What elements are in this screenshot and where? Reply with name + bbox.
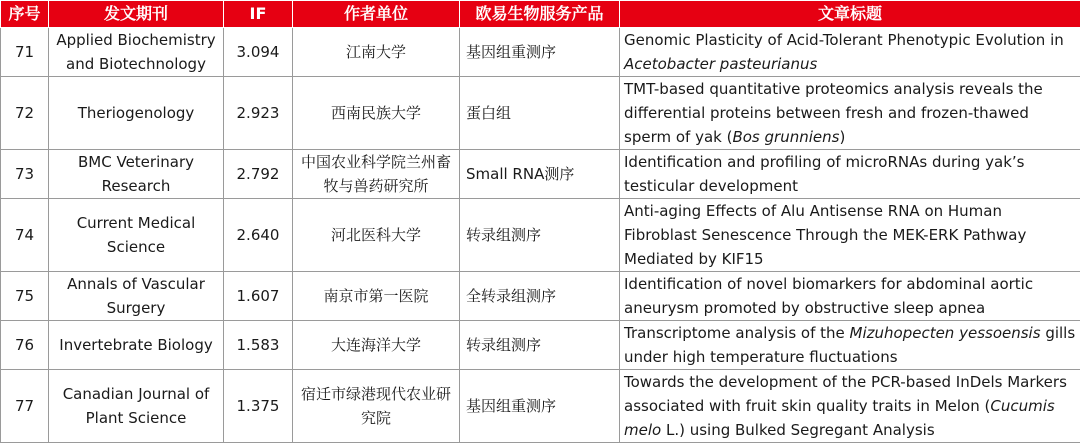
species-name: Cucumis melo xyxy=(624,397,1055,439)
header-service: 欧易生物服务产品 xyxy=(460,1,620,28)
cell-service: 蛋白组 xyxy=(460,77,620,150)
species-name: Acetobacter pasteurianus xyxy=(624,55,817,73)
title-text: Towards the development of the PCR-based InDels Markers associated with fruit skin quality traits in Melon ( xyxy=(624,373,1067,415)
cell-service: 转录组测序 xyxy=(460,199,620,272)
table-row xyxy=(1,199,1080,272)
header-unit: 作者单位 xyxy=(293,1,460,28)
cell-no: 74 xyxy=(1,199,49,272)
cell-journal: Theriogenology xyxy=(49,77,224,150)
cell-no: 72 xyxy=(1,77,49,150)
cell-unit: 河北医科大学 xyxy=(293,199,460,272)
cell-service: 全转录组测序 xyxy=(460,272,620,321)
species-name: Mizuhopecten yessoensis xyxy=(850,324,1041,342)
cell-if: 1.607 xyxy=(224,272,293,321)
cell-journal: Invertebrate Biology xyxy=(49,321,224,370)
title-text: Anti-aging Effects of Alu Antisense RNA on Human Fibroblast Senescence Through the MEK-ERK Pathway Mediated by KIF15 xyxy=(624,202,1026,268)
header-no: 序号 xyxy=(1,1,49,28)
cell-title xyxy=(620,370,1080,443)
cell-service: 基因组重测序 xyxy=(460,370,620,443)
cell-if: 2.792 xyxy=(224,150,293,199)
cell-title xyxy=(620,199,1080,272)
cell-unit: 中国农业科学院兰州畜牧与兽药研究所 xyxy=(293,150,460,199)
title-text: Identification of novel biomarkers for abdominal aortic aneurysm promoted by obstructive sleep apnea xyxy=(624,275,1033,317)
table-row xyxy=(1,150,1080,199)
header-journal: 发文期刊 xyxy=(49,1,224,28)
title-text: ) xyxy=(839,128,845,146)
table-row xyxy=(1,370,1080,443)
cell-unit: 江南大学 xyxy=(293,28,460,77)
cell-title xyxy=(620,77,1080,150)
cell-journal: BMC Veterinary Research xyxy=(49,150,224,199)
table-row xyxy=(1,77,1080,150)
cell-journal: Annals of Vascular Surgery xyxy=(49,272,224,321)
cell-title xyxy=(620,321,1080,370)
cell-no: 73 xyxy=(1,150,49,199)
cell-service: Small RNA测序 xyxy=(460,150,620,199)
cell-service: 转录组测序 xyxy=(460,321,620,370)
header-row xyxy=(1,1,1080,28)
title-text: TMT-based quantitative proteomics analysis reveals the differential proteins between fresh and frozen-thawed sperm of yak ( xyxy=(624,80,1043,146)
title-text: gills under high temperature fluctuations xyxy=(624,324,1075,366)
cell-if: 1.375 xyxy=(224,370,293,443)
cell-if: 3.094 xyxy=(224,28,293,77)
header-title: 文章标题 xyxy=(620,1,1080,28)
cell-if: 2.923 xyxy=(224,77,293,150)
cell-if: 1.583 xyxy=(224,321,293,370)
title-text: L.) using Bulked Segregant Analysis xyxy=(661,421,934,439)
cell-unit: 西南民族大学 xyxy=(293,77,460,150)
cell-title xyxy=(620,150,1080,199)
cell-unit: 宿迁市绿港现代农业研究院 xyxy=(293,370,460,443)
title-text: Identification and profiling of microRNAs during yak’s testicular development xyxy=(624,153,1024,195)
title-text: Transcriptome analysis of the xyxy=(624,324,850,342)
cell-title xyxy=(620,272,1080,321)
cell-unit: 南京市第一医院 xyxy=(293,272,460,321)
cell-if: 2.640 xyxy=(224,199,293,272)
cell-unit: 大连海洋大学 xyxy=(293,321,460,370)
table-row xyxy=(1,28,1080,77)
cell-service: 基因组重测序 xyxy=(460,28,620,77)
cell-journal: Canadian Journal of Plant Science xyxy=(49,370,224,443)
species-name: Bos grunniens xyxy=(732,128,839,146)
header-if: IF xyxy=(224,1,293,28)
cell-title xyxy=(620,28,1080,77)
cell-no: 75 xyxy=(1,272,49,321)
table-row xyxy=(1,272,1080,321)
cell-journal: Current Medical Science xyxy=(49,199,224,272)
cell-no: 77 xyxy=(1,370,49,443)
cell-no: 76 xyxy=(1,321,49,370)
cell-no: 71 xyxy=(1,28,49,77)
cell-journal: Applied Biochemistry and Biotechnology xyxy=(49,28,224,77)
table-row xyxy=(1,321,1080,370)
title-text: Genomic Plasticity of Acid-Tolerant Phenotypic Evolution in xyxy=(624,31,1064,49)
